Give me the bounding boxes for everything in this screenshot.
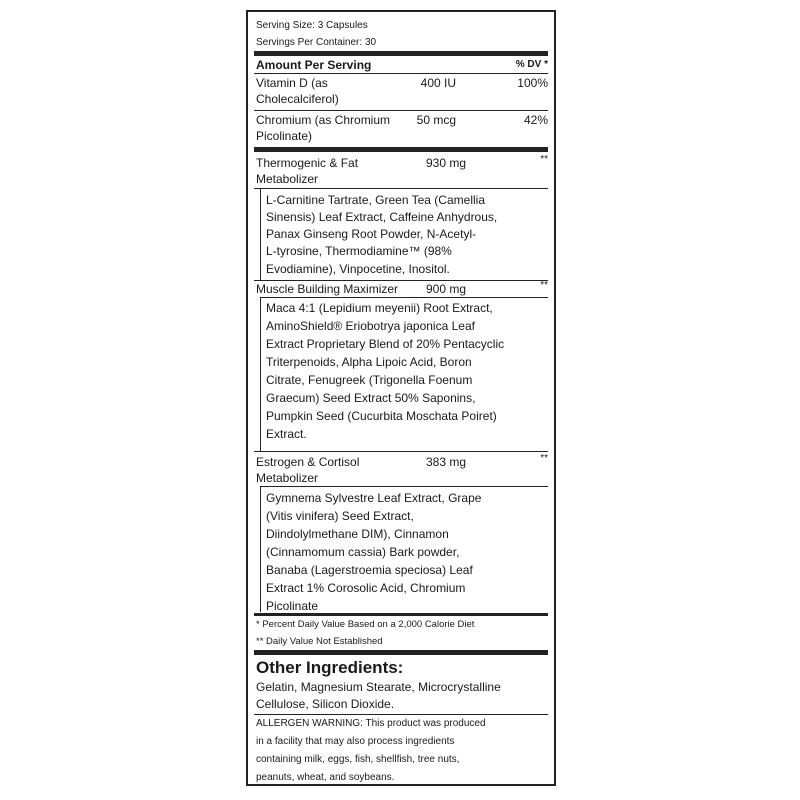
supplement-facts-panel <box>246 10 556 786</box>
amount-per-serving-header: Amount Per Serving <box>256 58 372 72</box>
divider <box>260 297 548 298</box>
allergen-line: peanuts, wheat, and soybeans. <box>256 772 395 783</box>
thermogenic-dv: ** <box>540 154 548 165</box>
divider <box>254 110 548 111</box>
indent-rule <box>260 188 261 280</box>
estrogen-amount: 383 mg <box>425 455 466 469</box>
ingredient-line: Pumpkin Seed (Cucurbita Moschata Poiret) <box>266 409 497 423</box>
other-ingredients-line: Cellulose, Silicon Dioxide. <box>256 697 395 711</box>
ingredient-line: Extract. <box>266 427 307 441</box>
divider <box>254 451 548 452</box>
ingredient-line: (Vitis vinifera) Seed Extract, <box>266 509 414 523</box>
thick-divider <box>254 51 548 56</box>
estrogen-name-2: Metabolizer <box>256 471 319 485</box>
vitamin-d-name-1: Vitamin D (as <box>256 76 328 90</box>
ingredient-line: Evodiamine), Vinpocetine, Inositol. <box>266 262 450 276</box>
indent-rule <box>260 486 261 612</box>
ingredient-line: Picolinate <box>266 599 319 613</box>
ingredient-line: Extract Proprietary Blend of 20% Pentacyclic <box>266 337 505 351</box>
ingredient-line: Graecum) Seed Extract 50% Saponins, <box>266 391 476 405</box>
allergen-line: in a facility that may also process ingredients <box>256 736 455 747</box>
ingredient-line: Triterpenoids, Alpha Lipoic Acid, Boron <box>266 355 472 369</box>
estrogen-name-1: Estrogen & Cortisol <box>256 455 360 469</box>
vitamin-d-dv: 100% <box>517 76 548 90</box>
ingredient-line: Diindolylmethane DIM), Cinnamon <box>266 527 449 541</box>
ingredient-line: (Cinnamomum cassia) Bark powder, <box>266 545 460 559</box>
vitamin-d-name-2: Cholecalciferol) <box>256 92 339 106</box>
chromium-dv: 42% <box>523 113 548 127</box>
thermogenic-amount: 930 mg <box>425 156 466 170</box>
thick-divider <box>254 650 548 655</box>
allergen-line: ALLERGEN WARNING: This product was produced <box>256 718 486 729</box>
chromium-name-1: Chromium (as Chromium <box>256 113 391 127</box>
vitamin-d-amount: 400 IU <box>420 76 456 90</box>
ingredient-line: AminoShield® Eriobotrya japonica Leaf <box>266 319 475 333</box>
ingredient-line: Banaba (Lagerstroemia speciosa) Leaf <box>266 563 473 577</box>
chromium-name-2: Picolinate) <box>256 129 313 143</box>
footnote-not-established: ** Daily Value Not Established <box>256 636 383 647</box>
ingredient-line: Maca 4:1 (Lepidium meyenii) Root Extract, <box>266 301 493 315</box>
divider <box>254 714 548 715</box>
ingredient-line: Gymnema Sylvestre Leaf Extract, Grape <box>266 491 482 505</box>
indent-rule <box>260 297 261 451</box>
muscle-dv: ** <box>540 280 548 291</box>
ingredient-line: L-Carnitine Tartrate, Green Tea (Camellia <box>266 193 485 207</box>
ingredient-line: Extract 1% Corosolic Acid, Chromium <box>266 581 466 595</box>
thermogenic-name-1: Thermogenic & Fat <box>256 156 359 170</box>
divider <box>260 486 548 487</box>
muscle-name: Muscle Building Maximizer <box>256 282 399 296</box>
divider <box>254 73 548 74</box>
servings-per-container: Servings Per Container: 30 <box>256 37 377 48</box>
ingredient-line: L-tyrosine, Thermodiamine™ (98% <box>266 244 452 258</box>
thermogenic-name-2: Metabolizer <box>256 172 319 186</box>
footnote-dv: * Percent Daily Value Based on a 2,000 Calorie Diet <box>256 619 475 630</box>
allergen-line: containing milk, eggs, fish, shellfish, tree nuts, <box>256 754 460 765</box>
divider <box>254 188 548 189</box>
ingredient-line: Sinensis) Leaf Extract, Caffeine Anhydrous, <box>266 210 498 224</box>
ingredient-line: Citrate, Fenugreek (Trigonella Foenum <box>266 373 473 387</box>
dv-header: % DV * <box>515 59 548 70</box>
other-ingredients-title: Other Ingredients: <box>256 658 404 677</box>
muscle-amount: 900 mg <box>425 282 466 296</box>
ingredient-line: Panax Ginseng Root Powder, N-Acetyl- <box>266 227 477 241</box>
estrogen-dv: ** <box>540 453 548 464</box>
serving-size: Serving Size: 3 Capsules <box>256 20 368 31</box>
thick-divider <box>254 147 548 152</box>
other-ingredients-line: Gelatin, Magnesium Stearate, Microcrystalline <box>256 680 501 694</box>
mid-divider <box>254 613 548 616</box>
chromium-amount: 50 mcg <box>416 113 456 127</box>
